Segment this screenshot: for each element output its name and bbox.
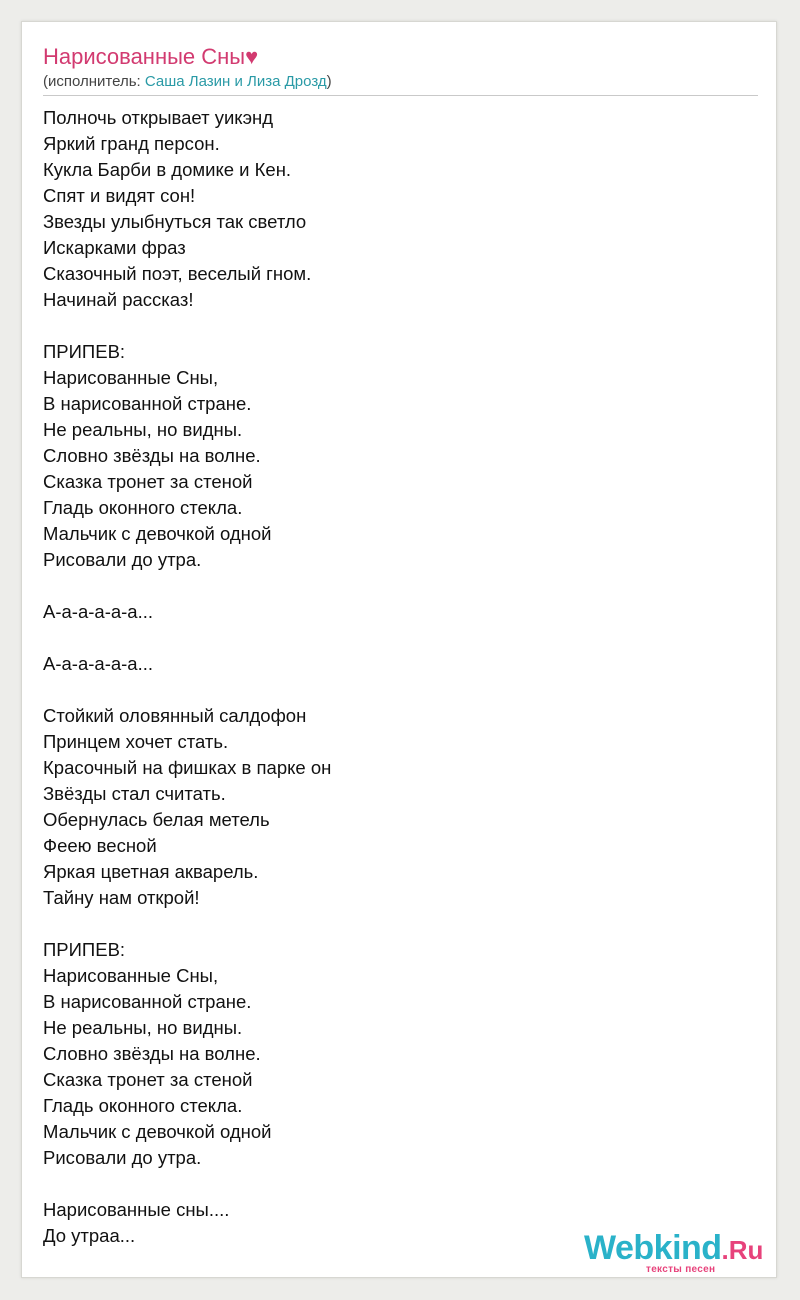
artist-line — [43, 73, 332, 90]
lyric-line: Словно звёзды на волне. — [43, 1043, 261, 1064]
lyric-line: Сказка тронет за стеной — [43, 471, 253, 492]
logo-tagline: тексты песен — [646, 1264, 716, 1275]
lyric-line: Полночь открывает уикэнд — [43, 107, 274, 128]
song-title: Нарисованные Сны♥ — [43, 44, 259, 69]
lyric-line: Принцем хочет стать. — [43, 731, 229, 752]
stanza-gap — [43, 1171, 331, 1197]
lyric-line: Нарисованные сны.... — [43, 1199, 230, 1220]
lyrics-body — [43, 105, 331, 1249]
verse-2 — [43, 703, 331, 911]
verse-1 — [43, 105, 331, 313]
artist-prefix: (исполнитель: — [43, 73, 145, 90]
lyric-line: Спят и видят сон! — [43, 185, 196, 206]
lyric-line: Тайну нам открой! — [43, 887, 200, 908]
lyric-line: Сказка тронет за стеной — [43, 1069, 253, 1090]
lyric-line: Нарисованные Сны, — [43, 965, 219, 986]
lyric-line: Не реальны, но видны. — [43, 419, 243, 440]
chorus-label: ПРИПЕВ: — [43, 939, 126, 960]
lyric-line: Словно звёзды на волне. — [43, 445, 261, 466]
lyric-line: Не реальны, но видны. — [43, 1017, 243, 1038]
lyric-line: Кукла Барби в домике и Кен. — [43, 159, 292, 180]
lyric-line: До утраа... — [43, 1225, 136, 1246]
lyric-line: Красочный на фишках в парке он — [43, 757, 332, 778]
artist-link[interactable]: Саша Лазин и Лиза Дрозд — [144, 73, 327, 90]
lyric-line: Искарками фраз — [43, 237, 186, 258]
stanza-gap — [43, 573, 331, 599]
stanza-gap — [43, 625, 331, 651]
lyrics-card — [21, 21, 777, 1278]
lyric-line: Нарисованные Сны, — [43, 367, 219, 388]
stanza-gap — [43, 677, 331, 703]
lyric-line: Стойкий оловянный салдофон — [43, 705, 307, 726]
lyric-line: Звёзды стал считать. — [43, 783, 226, 804]
lyric-line: В нарисованной стране. — [43, 393, 252, 414]
logo-tld: .Ru — [721, 1235, 764, 1265]
lyric-line: Рисовали до утра. — [43, 549, 202, 570]
stanza-gap — [43, 313, 331, 339]
lyric-line: Яркая цветная акварель. — [43, 861, 259, 882]
lyric-line: Звезды улыбнуться так светло — [43, 211, 307, 232]
chorus-1 — [43, 339, 331, 573]
lyric-line: Начинай рассказ! — [43, 289, 194, 310]
webkind-logo — [584, 1229, 764, 1275]
lyric-line: Мальчик с девочкой одной — [43, 1121, 272, 1142]
lyric-line: Сказочный поэт, веселый гном. — [43, 263, 312, 284]
lyric-line: Мальчик с девочкой одной — [43, 523, 272, 544]
lyric-line: В нарисованной стране. — [43, 991, 252, 1012]
lyric-line: Яркий гранд персон. — [43, 133, 220, 154]
chorus-label: ПРИПЕВ: — [43, 341, 126, 362]
header-divider — [43, 95, 758, 96]
logo-brand: Webkind — [584, 1229, 722, 1267]
outro — [43, 1197, 331, 1249]
artist-suffix: ) — [326, 73, 332, 90]
lyric-line: Рисовали до утра. — [43, 1147, 202, 1168]
lyric-line: Гладь оконного стекла. — [43, 497, 243, 518]
lyric-line: Обернулась белая метель — [43, 809, 270, 830]
interlude-line: А-а-а-а-а-а... — [43, 653, 154, 674]
chorus-2 — [43, 937, 331, 1171]
stanza-gap — [43, 911, 331, 937]
lyric-line: Гладь оконного стекла. — [43, 1095, 243, 1116]
interlude-line: А-а-а-а-а-а... — [43, 601, 154, 622]
lyric-line: Феею весной — [43, 835, 157, 856]
